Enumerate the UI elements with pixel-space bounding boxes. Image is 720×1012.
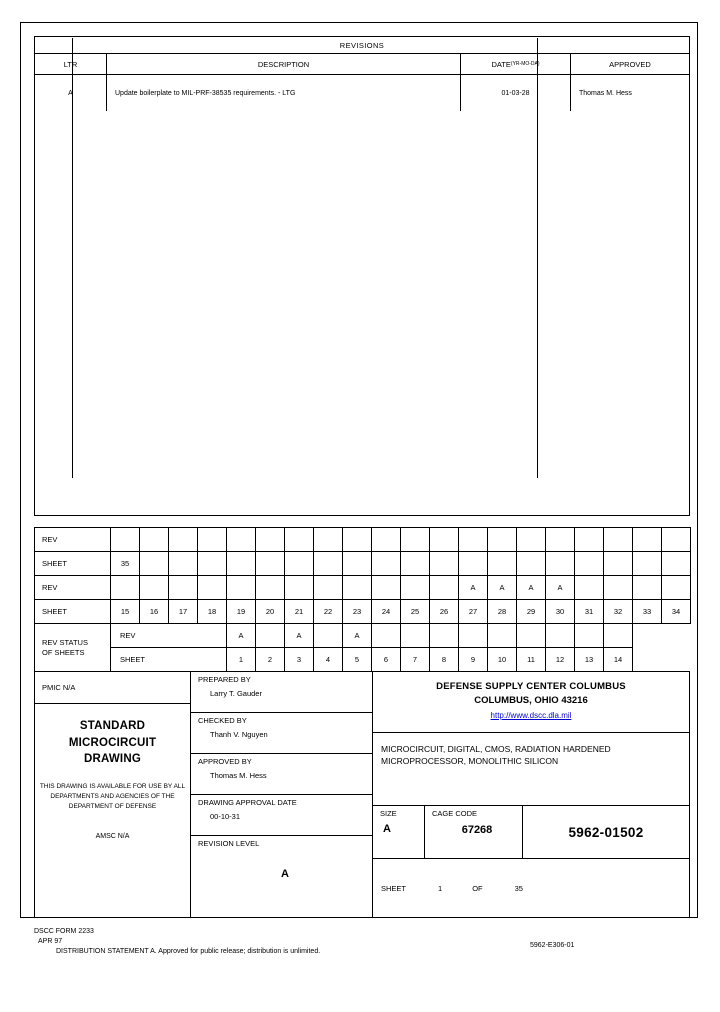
prepared-by-label: PREPARED BY	[198, 675, 251, 684]
sheet-cell	[227, 552, 256, 576]
sheet-cell: 18	[198, 600, 227, 624]
sheet-cell: 24	[372, 600, 401, 624]
inner-sheet-cell: 5	[343, 648, 372, 672]
smd-title-line2: MICROCIRCUIT	[68, 736, 157, 749]
sheet-label: SHEET	[381, 883, 407, 893]
rev-label-1: REV	[35, 528, 111, 552]
sheet-cell: 27	[459, 600, 488, 624]
inner-rev-cell	[459, 624, 488, 648]
inner-sheet-cell: 10	[488, 648, 517, 672]
rev-cell	[575, 528, 604, 552]
sheet-cell: 35	[111, 552, 140, 576]
rev-status-inner-sheet-row	[35, 648, 691, 672]
inner-sheet-cell: 8	[430, 648, 459, 672]
rev-cell: A	[459, 576, 488, 600]
rev-cell	[343, 528, 372, 552]
rev-cell	[488, 528, 517, 552]
rev-cell	[662, 576, 691, 600]
inner-rev-cell	[401, 624, 430, 648]
inner-sheet-cell: 7	[401, 648, 430, 672]
inner-sheet-label: SHEET	[111, 648, 227, 672]
sheet-cell	[633, 552, 662, 576]
sheet-cell: 23	[343, 600, 372, 624]
title-block	[34, 671, 690, 918]
rev-cell	[140, 528, 169, 552]
sheet-cell: 32	[604, 600, 633, 624]
revisions-header-description: DESCRIPTION	[107, 54, 461, 74]
revisions-header-approved: APPROVED	[609, 59, 651, 69]
rev-cell	[546, 528, 575, 552]
inner-rev-cell: A	[343, 624, 372, 648]
revisions-header-date-text: DATE	[491, 59, 511, 69]
rev-status-table	[34, 527, 691, 672]
sheet-cell: 16	[140, 600, 169, 624]
revision-level-label: REVISION LEVEL	[198, 839, 260, 848]
sheet-cell: 20	[256, 600, 285, 624]
rev-cell: A	[488, 576, 517, 600]
rev-cell	[430, 528, 459, 552]
rev-cell	[401, 528, 430, 552]
revision-approved: Thomas M. Hess	[579, 89, 632, 97]
revisions-header-ltr: LTR	[35, 54, 107, 74]
approved-by-field	[191, 754, 372, 795]
inner-sheet-cell: 4	[314, 648, 343, 672]
sheet-cell	[662, 552, 691, 576]
pmic-field: PMIC N/A	[35, 672, 190, 704]
title-block-left-column	[35, 672, 191, 917]
inner-sheet-cell: 13	[575, 648, 604, 672]
approved-by-label: APPROVED BY	[198, 757, 252, 766]
sheet-cell: 34	[662, 600, 691, 624]
sheet-cell: 15	[111, 600, 140, 624]
rev-cell	[633, 576, 662, 600]
revisions-header-date	[461, 54, 571, 74]
rev-cell	[314, 528, 343, 552]
rev-cell	[285, 576, 314, 600]
inner-rev-cell	[575, 624, 604, 648]
form-number: DSCC FORM 2233	[34, 928, 94, 935]
footer	[34, 928, 696, 955]
revision-level-value: A	[281, 868, 289, 880]
sheet-cell	[604, 552, 633, 576]
rev-cell: A	[517, 576, 546, 600]
sheet-cell	[546, 552, 575, 576]
sheet-cell	[430, 552, 459, 576]
sheet-cell: 28	[488, 600, 517, 624]
checked-by-value: Thanh V. Nguyen	[210, 730, 268, 739]
rev-cell	[662, 528, 691, 552]
revision-level-field	[191, 836, 372, 917]
sheet-cell	[314, 552, 343, 576]
sheet-cell	[372, 552, 401, 576]
agency-location: COLUMBUS, OHIO 43216	[474, 695, 588, 706]
cage-code-value: 67268	[461, 824, 493, 836]
inner-rev-cell	[372, 624, 401, 648]
rev-cell	[372, 528, 401, 552]
sheet-cell: 33	[633, 600, 662, 624]
rev-cell	[633, 528, 662, 552]
rev-cell	[169, 528, 198, 552]
inner-rev-cell	[517, 624, 546, 648]
approved-by-value: Thomas M. Hess	[210, 771, 267, 780]
revisions-block	[34, 36, 690, 516]
sheet-cell	[459, 552, 488, 576]
cage-code-field	[425, 806, 523, 858]
rev-cell	[227, 528, 256, 552]
inner-rev-cell	[546, 624, 575, 648]
revision-description: Update boilerplate to MIL-PRF-38535 requirements. - LTG	[107, 75, 461, 111]
rev-cell	[198, 576, 227, 600]
inner-rev-cell: A	[227, 624, 256, 648]
checked-by-field	[191, 713, 372, 754]
form-date: APR 97	[38, 938, 63, 945]
sheet-cell	[343, 552, 372, 576]
inner-rev-cell	[256, 624, 285, 648]
sheet-cell	[488, 552, 517, 576]
rev-label-2: REV	[35, 576, 111, 600]
distribution-statement: DISTRIBUTION STATEMENT A. Approved for public release; distribution is unlimited.	[56, 948, 321, 955]
rev-cell	[198, 528, 227, 552]
smd-title-line3: DRAWING	[84, 753, 141, 766]
revisions-header-date-sub: (YR-MO-DA)	[510, 61, 540, 67]
rev-cell	[256, 528, 285, 552]
inner-sheet-cell: 1	[227, 648, 256, 672]
availability-note: THIS DRAWING IS AVAILABLE FOR USE BY ALL DEPARTMENTS AND AGENCIES OF THE DEPARTMENT OF DEFENSE	[39, 783, 186, 810]
sheet-cell: 21	[285, 600, 314, 624]
size-field	[373, 806, 425, 858]
size-value: A	[383, 823, 391, 835]
sheet-cell: 22	[314, 600, 343, 624]
rev-cell	[372, 576, 401, 600]
rev-cell	[459, 528, 488, 552]
rev-cell	[314, 576, 343, 600]
checked-by-label: CHECKED BY	[198, 716, 247, 725]
sheet-cell: 19	[227, 600, 256, 624]
rev-cell: A	[546, 576, 575, 600]
smd-title-line1: STANDARD	[79, 720, 146, 732]
rev-cell	[430, 576, 459, 600]
inner-sheet-cell: 3	[285, 648, 314, 672]
inner-rev-cell	[430, 624, 459, 648]
sheet-cell	[285, 552, 314, 576]
sheet-cell: 17	[169, 600, 198, 624]
amsc-field: AMSC N/A	[95, 833, 130, 841]
agency-name: DEFENSE SUPPLY CENTER COLUMBUS	[436, 681, 626, 692]
title-block-middle-column	[191, 672, 373, 917]
rev-cell	[575, 576, 604, 600]
agency-block	[373, 672, 689, 733]
sheet-label-2: SHEET	[35, 600, 111, 624]
sheet-row	[373, 859, 689, 917]
sheet-cell	[517, 552, 546, 576]
inner-sheet-cell: 11	[517, 648, 546, 672]
rev-row-top	[35, 528, 691, 552]
revision-ltr: A	[35, 75, 107, 111]
inner-sheet-cell: 12	[546, 648, 575, 672]
rev-cell	[227, 576, 256, 600]
rev-status-label-line2: OF SHEETS	[42, 647, 85, 657]
approval-date-value: 00-10-31	[210, 812, 241, 821]
revision-date: 01-03-28	[461, 75, 571, 111]
sheet-cell: 29	[517, 600, 546, 624]
rev-status-inner-rev-row	[35, 624, 691, 648]
revisions-header-row	[35, 54, 689, 75]
rev-cell	[285, 528, 314, 552]
approval-date-field	[191, 795, 372, 836]
agency-url-link[interactable]: http://www.dscc.dla.mil	[490, 711, 572, 720]
rev-cell	[343, 576, 372, 600]
inner-rev-cell	[314, 624, 343, 648]
sheet-cell: 31	[575, 600, 604, 624]
revisions-title: REVISIONS	[35, 37, 689, 54]
drawing-number: 5962-01502	[568, 824, 644, 840]
inner-rev-cell: A	[285, 624, 314, 648]
revisions-divider-left	[72, 38, 73, 478]
sheet-cell: 25	[401, 600, 430, 624]
inner-rev-label: REV	[111, 624, 227, 648]
rev-cell	[604, 528, 633, 552]
size-label: SIZE	[380, 809, 397, 818]
sheet-cell: 26	[430, 600, 459, 624]
sheet-row-second	[35, 600, 691, 624]
approval-date-label: DRAWING APPROVAL DATE	[198, 798, 297, 807]
sheet-cell	[256, 552, 285, 576]
revision-row	[35, 75, 689, 111]
drawing-description: MICROCIRCUIT, DIGITAL, CMOS, RADIATION HARDENED MICROPROCESSOR, MONOLITHIC SILICON	[373, 733, 689, 806]
rev-row-second	[35, 576, 691, 600]
footer-code: 5962-E306-01	[530, 942, 575, 949]
inner-sheet-cell: 9	[459, 648, 488, 672]
rev-cell	[401, 576, 430, 600]
inner-sheet-cell: 6	[372, 648, 401, 672]
rev-cell	[169, 576, 198, 600]
sheet-row-top	[35, 552, 691, 576]
cage-code-label: CAGE CODE	[432, 809, 478, 818]
rev-cell	[111, 576, 140, 600]
rev-cell	[517, 528, 546, 552]
standard-microcircuit-drawing-box	[35, 704, 190, 917]
sheet-cell	[575, 552, 604, 576]
sheet-cell: 30	[546, 600, 575, 624]
inner-sheet-cell: 2	[256, 648, 285, 672]
inner-rev-cell	[604, 624, 633, 648]
rev-status-label	[35, 624, 111, 672]
inner-rev-cell	[488, 624, 517, 648]
prepared-by-field	[191, 672, 372, 713]
prepared-by-value: Larry T. Gauder	[210, 689, 262, 698]
rev-cell	[140, 576, 169, 600]
rev-cell	[256, 576, 285, 600]
rev-status-label-line1: REV STATUS	[42, 638, 88, 648]
title-block-right-column	[373, 672, 689, 917]
rev-cell	[111, 528, 140, 552]
revisions-divider-right	[537, 38, 538, 478]
sheet-cell	[401, 552, 430, 576]
sheet-cell	[198, 552, 227, 576]
sheet-total: 35	[514, 883, 523, 893]
sheet-label-1: SHEET	[35, 552, 111, 576]
sheet-cell	[169, 552, 198, 576]
sheet-of-label: OF	[472, 883, 483, 893]
identification-row	[373, 806, 689, 859]
inner-sheet-cell: 14	[604, 648, 633, 672]
sheet-number: 1	[438, 883, 443, 893]
sheet-cell	[140, 552, 169, 576]
rev-cell	[604, 576, 633, 600]
